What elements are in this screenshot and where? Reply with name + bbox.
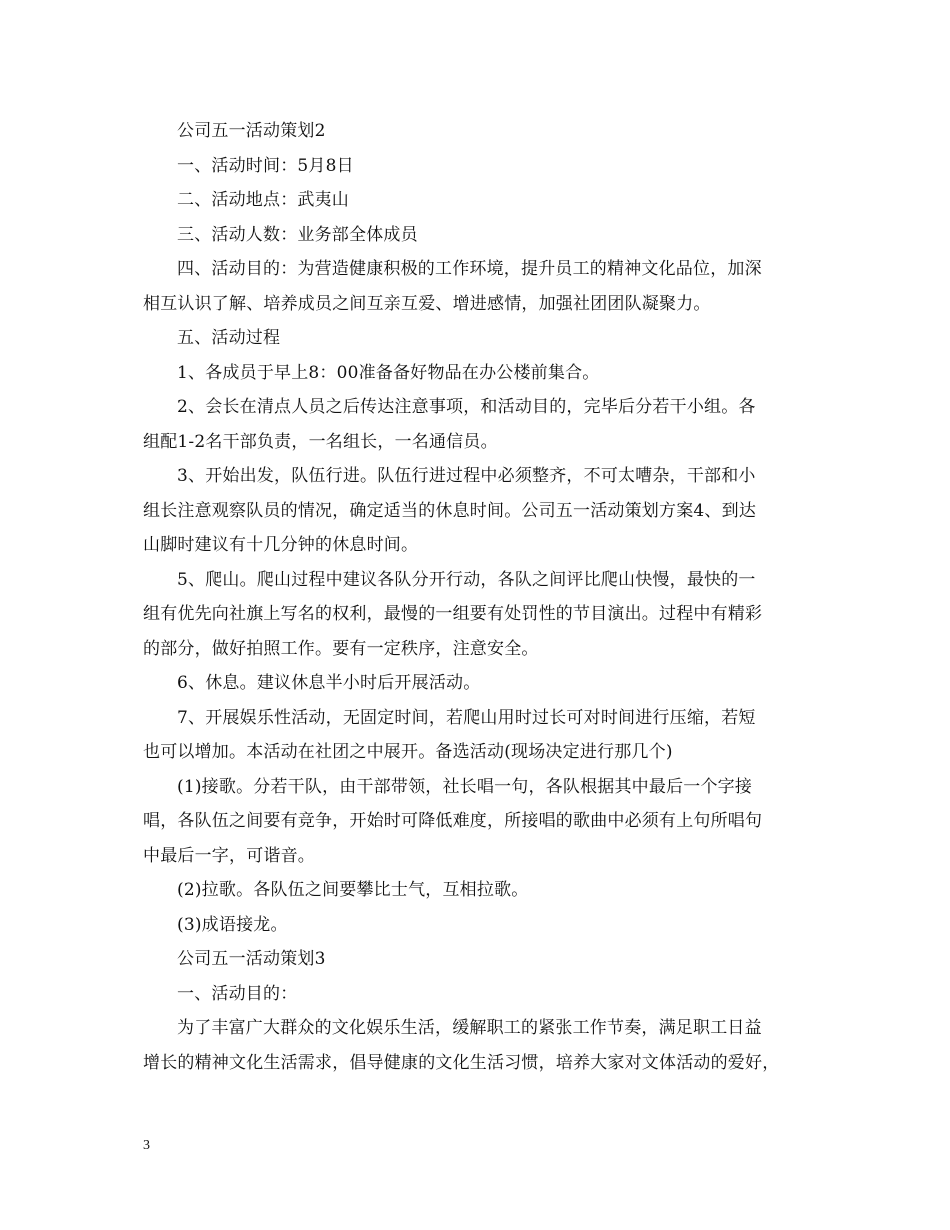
text-line: 6、休息。建议休息半小时后开展活动。 bbox=[177, 673, 481, 693]
text-line: 公司五一活动策划2 bbox=[177, 121, 326, 141]
text-line: 的部分，做好拍照工作。要有一定秩序，注意安全。 bbox=[143, 638, 539, 659]
text-line: (1)接歌。分若干队，由干部带领，社长唱一句，各队根据其中最后一个字接 bbox=[177, 776, 753, 797]
text-line: 二、活动地点：武夷山 bbox=[177, 190, 349, 210]
text-line: 四、活动目的：为营造健康积极的工作环境，提升员工的精神文化品位，加深 bbox=[177, 259, 762, 279]
page-number: 3 bbox=[143, 1138, 150, 1153]
text-line: 组有优先向社旗上写名的权利，最慢的一组要有处罚性的节目演出。过程中有精彩 bbox=[143, 604, 763, 624]
text-line: 相互认识了解、培养成员之间互亲互爱、增进感情，加强社团团队凝聚力。 bbox=[143, 293, 711, 314]
text-line: 一、活动目的： bbox=[177, 983, 298, 1004]
text-line: 增长的精神文化生活需求，倡导健康的文化生活习惯，培养大家对文体活动的爱好， bbox=[143, 1052, 780, 1073]
text-line: 山脚时建议有十几分钟的休息时间。 bbox=[143, 535, 419, 555]
text-line: 也可以增加。本活动在社团之中展开。备选活动(现场决定进行那几个) bbox=[143, 742, 673, 762]
text-line: 5、爬山。爬山过程中建议各队分开行动，各队之间评比爬山快慢，最快的一 bbox=[177, 569, 756, 590]
text-line: (2)拉歌。各队伍之间要攀比士气，互相拉歌。 bbox=[177, 880, 529, 900]
text-line: 组配1-2名干部负责，一名组长，一名通信员。 bbox=[143, 431, 498, 452]
text-line: 2、会长在清点人员之后传达注意事项，和活动目的，完毕后分若干小组。各 bbox=[177, 397, 756, 417]
text-line: 1、各成员于早上8：00准备备好物品在办公楼前集合。 bbox=[177, 362, 600, 383]
text-line: 公司五一活动策划3 bbox=[177, 949, 326, 969]
text-line: 唱，各队伍之间要有竞争，开始时可降低难度，所接唱的歌曲中必须有上句所唱句 bbox=[143, 811, 763, 831]
text-line: 一、活动时间：5月8日 bbox=[177, 155, 354, 176]
text-line: 3、开始出发，队伍行进。队伍行进过程中必须整齐，不可太嘈杂，干部和小 bbox=[177, 466, 756, 486]
text-line: 7、开展娱乐性活动，无固定时间，若爬山用时过长可对时间进行压缩，若短 bbox=[177, 707, 756, 728]
document-body bbox=[143, 114, 823, 1080]
text-line: (3)成语接龙。 bbox=[177, 914, 288, 935]
text-line: 五、活动过程 bbox=[177, 328, 281, 348]
text-line: 三、活动人数：业务部全体成员 bbox=[177, 224, 418, 245]
text-line: 组长注意观察队员的情况，确定适当的休息时间。公司五一活动策划方案4、到达 bbox=[143, 500, 757, 521]
text-line: 为了丰富广大群众的文化娱乐生活，缓解职工的紧张工作节奏，满足职工日益 bbox=[177, 1018, 762, 1038]
text-line: 中最后一字，可谐音。 bbox=[143, 845, 315, 866]
